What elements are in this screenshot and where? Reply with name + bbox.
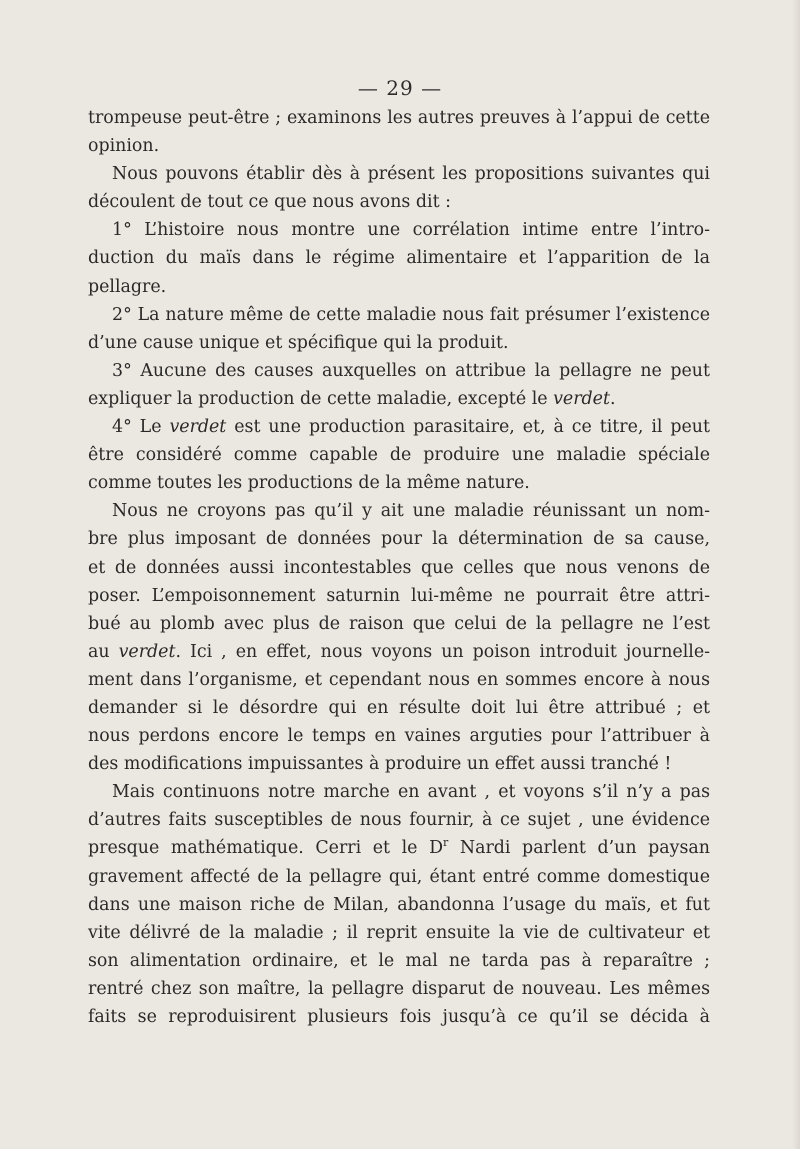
text-line: découlent de tout ce que nous avons dit : <box>88 192 451 213</box>
text-line <box>88 834 710 862</box>
text-line: poser. L’empoisonnement saturnin lui-même ne pourrait être attri- <box>88 585 710 606</box>
text-segment: est une production parasitaire, et, à ce titre, il peut <box>226 417 710 438</box>
text-line: vite délivré de la maladie ; il reprit ensuite la vie de cultivateur et <box>88 922 710 943</box>
text-line: nous perdons encore le temps en vaines arguties pour l’attribuer à <box>88 726 710 747</box>
text-segment: . Ici , en effet, nous voyons un poison introduit journelle- <box>175 641 710 662</box>
page-number: — 29 — <box>357 76 443 100</box>
text-line: Nous ne croyons pas qu’il y ait une maladie réunissant un nom- <box>112 501 710 522</box>
text-line <box>88 413 710 441</box>
text-line: faits se reproduisirent plusieurs fois jusqu’à ce qu’il se décida à <box>88 1007 710 1027</box>
body-text <box>88 104 710 1031</box>
text-line: 3° Aucune des causes auxquelles on attribue la pellagre ne peut <box>112 360 710 381</box>
text-line: bué au plomb avec plus de raison que celui de la pellagre ne l’est <box>88 613 710 634</box>
text-line: d’une cause unique et spécifique qui la produit. <box>88 332 509 353</box>
text-line: Mais continuons notre marche en avant , et voyons s’il n’y a pas <box>112 782 710 803</box>
superscript: r <box>443 836 449 850</box>
text-line: être considéré comme capable de produire une maladie spéciale <box>88 445 710 466</box>
text-line: 2° La nature même de cette maladie nous fait présumer l’existence <box>112 304 710 325</box>
italic-term: verdet <box>169 417 227 438</box>
italic-term: verdet <box>118 641 176 662</box>
text-line: rentré chez son maître, la pellagre disparut de nouveau. Les mêmes <box>88 978 710 999</box>
text-line: duction du maïs dans le régime alimentaire et l’apparition de la <box>88 248 710 269</box>
text-line <box>88 638 710 666</box>
text-line: son alimentation ordinaire, et le mal ne tarda pas à reparaître ; <box>88 950 710 971</box>
page-edge-shadow <box>792 0 800 1149</box>
text-segment: 4° Le <box>112 417 170 438</box>
text-line: trompeuse peut-être ; examinons les autres preuves à l’appui de cette <box>88 108 710 128</box>
text-segment: presque mathématique. Cerri et le D <box>88 838 444 859</box>
text-line: 1° L’histoire nous montre une corrélation intime entre l’intro- <box>112 220 710 241</box>
text-line <box>88 385 710 413</box>
text-line: des modifications impuissantes à produire un effet aussi tranché ! <box>88 754 672 775</box>
text-line: d’autres faits susceptibles de nous fournir, à ce sujet , une évidence <box>88 810 710 831</box>
text-line: ment dans l’organisme, et cependant nous en sommes encore à nous <box>88 669 710 690</box>
text-line: dans une maison riche de Milan, abandonna l’usage du maïs, et fut <box>88 894 710 915</box>
text-segment: Nardi parlent d’un paysan <box>448 838 710 859</box>
text-line: comme toutes les productions de la même nature. <box>88 473 530 494</box>
text-line: et de données aussi incontestables que celles que nous venons de <box>88 557 710 578</box>
text-line: bre plus imposant de données pour la détermination de sa cause, <box>88 529 710 550</box>
italic-term: verdet <box>553 388 610 409</box>
text-line: gravement affecté de la pellagre qui, étant entré comme domestique <box>88 866 710 887</box>
text-line: pellagre. <box>88 276 167 297</box>
text-line: demander si le désordre qui en résulte doit lui être attribué ; et <box>88 697 710 718</box>
text-segment: . <box>609 388 616 409</box>
text-segment: au <box>88 641 119 662</box>
text-line: Nous pouvons établir dès à présent les propositions suivantes qui <box>112 164 710 185</box>
text-segment: expliquer la production de cette maladie, excepté le <box>88 388 554 409</box>
text-line: opinion. <box>88 136 160 157</box>
